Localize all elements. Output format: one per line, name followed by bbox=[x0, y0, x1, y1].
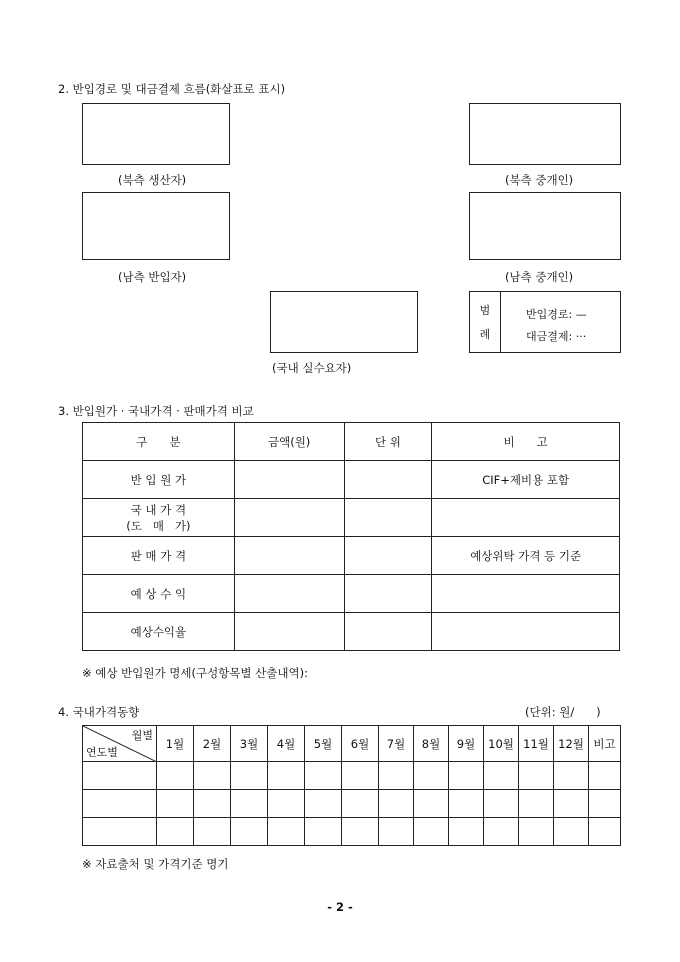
table-header-row bbox=[83, 726, 621, 762]
legend-label-1: 범 bbox=[479, 304, 491, 317]
row-amount bbox=[234, 461, 344, 499]
table-cell bbox=[449, 818, 484, 846]
month-header: 12월 bbox=[554, 726, 589, 762]
price-comparison-table bbox=[82, 422, 620, 651]
month-header: 10월 bbox=[484, 726, 519, 762]
table-cell bbox=[519, 818, 554, 846]
row-label-line2: (도 매 가) bbox=[126, 518, 191, 533]
table-cell bbox=[231, 818, 268, 846]
row-note bbox=[432, 613, 620, 651]
sk-broker-box bbox=[469, 192, 621, 260]
table-cell bbox=[449, 762, 484, 790]
table-cell bbox=[231, 762, 268, 790]
table-row bbox=[83, 613, 620, 651]
table-cell bbox=[379, 818, 414, 846]
month-header: 4월 bbox=[268, 726, 305, 762]
table-cell bbox=[268, 818, 305, 846]
table-cell bbox=[83, 818, 157, 846]
nk-broker-box bbox=[469, 103, 621, 165]
row-unit bbox=[344, 613, 432, 651]
row-unit bbox=[344, 537, 432, 575]
row-amount bbox=[234, 613, 344, 651]
table-row bbox=[83, 762, 621, 790]
legend-label-2: 례 bbox=[479, 328, 491, 341]
table-row bbox=[83, 537, 620, 575]
table-cell bbox=[342, 818, 379, 846]
corner-top-label: 월별 bbox=[131, 729, 153, 742]
remarks-header: 비고 bbox=[589, 726, 621, 762]
header-note: 비 고 bbox=[432, 423, 620, 461]
row-amount bbox=[234, 499, 344, 537]
row-note: CIF+제비용 포함 bbox=[432, 461, 620, 499]
price-trend-table bbox=[82, 725, 621, 846]
table-cell bbox=[379, 790, 414, 818]
table-cell bbox=[157, 790, 194, 818]
month-header: 7월 bbox=[379, 726, 414, 762]
table-cell bbox=[157, 818, 194, 846]
sk-broker-caption: (남측 중개인) bbox=[505, 270, 574, 284]
table-cell bbox=[268, 790, 305, 818]
month-header: 9월 bbox=[449, 726, 484, 762]
table-row bbox=[83, 790, 621, 818]
table-cell bbox=[268, 762, 305, 790]
row-note: 예상위탁 가격 등 기준 bbox=[432, 537, 620, 575]
month-header: 8월 bbox=[414, 726, 449, 762]
table-cell bbox=[554, 790, 589, 818]
unit-label: (단위: 원/ ) bbox=[525, 705, 601, 719]
row-unit bbox=[344, 499, 432, 537]
row-label-line1: 국 내 가 격 bbox=[130, 502, 187, 517]
table-cell bbox=[157, 762, 194, 790]
domestic-user-caption: (국내 실수요자) bbox=[272, 361, 352, 375]
table-cell bbox=[554, 818, 589, 846]
table-row bbox=[83, 499, 620, 537]
table-cell bbox=[484, 790, 519, 818]
row-label: 판 매 가 격 bbox=[83, 537, 235, 575]
corner-bottom-label: 연도별 bbox=[86, 746, 118, 759]
table-cell bbox=[519, 790, 554, 818]
corner-cell bbox=[83, 726, 157, 762]
section3-footnote: ※ 예상 반입원가 명세(구성항목별 산출내역): bbox=[82, 666, 308, 680]
sk-importer-box bbox=[82, 192, 230, 260]
month-header: 11월 bbox=[519, 726, 554, 762]
table-cell bbox=[342, 790, 379, 818]
table-cell bbox=[305, 762, 342, 790]
header-amount: 금액(원) bbox=[234, 423, 344, 461]
row-unit bbox=[344, 575, 432, 613]
table-cell bbox=[342, 762, 379, 790]
section3-heading: 3. 반입원가 · 국내가격 · 판매가격 비교 bbox=[58, 404, 254, 418]
table-header-row bbox=[83, 423, 620, 461]
domestic-user-box bbox=[270, 291, 418, 353]
table-cell bbox=[414, 762, 449, 790]
table-cell bbox=[484, 762, 519, 790]
sk-importer-caption: (남측 반입자) bbox=[118, 270, 187, 284]
table-cell bbox=[589, 790, 621, 818]
row-note bbox=[432, 575, 620, 613]
row-unit bbox=[344, 461, 432, 499]
table-cell bbox=[379, 762, 414, 790]
table-cell bbox=[83, 762, 157, 790]
table-cell bbox=[305, 818, 342, 846]
table-cell bbox=[519, 762, 554, 790]
table-cell bbox=[449, 790, 484, 818]
table-cell bbox=[194, 790, 231, 818]
nk-broker-caption: (북측 중개인) bbox=[505, 173, 574, 187]
row-label: 반 입 원 가 bbox=[83, 461, 235, 499]
page-number: - 2 - bbox=[327, 900, 353, 914]
month-header: 5월 bbox=[305, 726, 342, 762]
nk-producer-caption: (북측 생산자) bbox=[118, 173, 187, 187]
header-category: 구 분 bbox=[83, 423, 235, 461]
section4-heading: 4. 국내가격동향 bbox=[58, 705, 140, 719]
section2-heading: 2. 반입경로 및 대금결제 흐름(화살표로 표시) bbox=[58, 82, 286, 96]
row-note bbox=[432, 499, 620, 537]
table-row bbox=[83, 461, 620, 499]
legend-body bbox=[526, 304, 587, 348]
section4-footnote: ※ 자료출처 및 가격기준 명기 bbox=[82, 857, 229, 871]
table-cell bbox=[414, 790, 449, 818]
table-cell bbox=[305, 790, 342, 818]
row-label: 예 상 수 익 bbox=[83, 575, 235, 613]
month-header: 2월 bbox=[194, 726, 231, 762]
table-row bbox=[83, 818, 621, 846]
table-cell bbox=[194, 818, 231, 846]
table-cell bbox=[194, 762, 231, 790]
legend-route: 반입경로: — bbox=[526, 308, 587, 321]
row-amount bbox=[234, 575, 344, 613]
nk-producer-box bbox=[82, 103, 230, 165]
month-header: 1월 bbox=[157, 726, 194, 762]
legend-label bbox=[470, 292, 501, 352]
table-cell bbox=[414, 818, 449, 846]
legend-payment: 대금결제: ··· bbox=[526, 330, 587, 343]
table-cell bbox=[484, 818, 519, 846]
table-cell bbox=[554, 762, 589, 790]
table-cell bbox=[231, 790, 268, 818]
row-label: 예상수익율 bbox=[83, 613, 235, 651]
row-label bbox=[83, 499, 235, 537]
header-unit: 단 위 bbox=[344, 423, 432, 461]
table-cell bbox=[83, 790, 157, 818]
legend-box bbox=[469, 291, 621, 353]
table-cell bbox=[589, 762, 621, 790]
month-header: 6월 bbox=[342, 726, 379, 762]
table-row bbox=[83, 575, 620, 613]
month-header: 3월 bbox=[231, 726, 268, 762]
row-amount bbox=[234, 537, 344, 575]
table-cell bbox=[589, 818, 621, 846]
